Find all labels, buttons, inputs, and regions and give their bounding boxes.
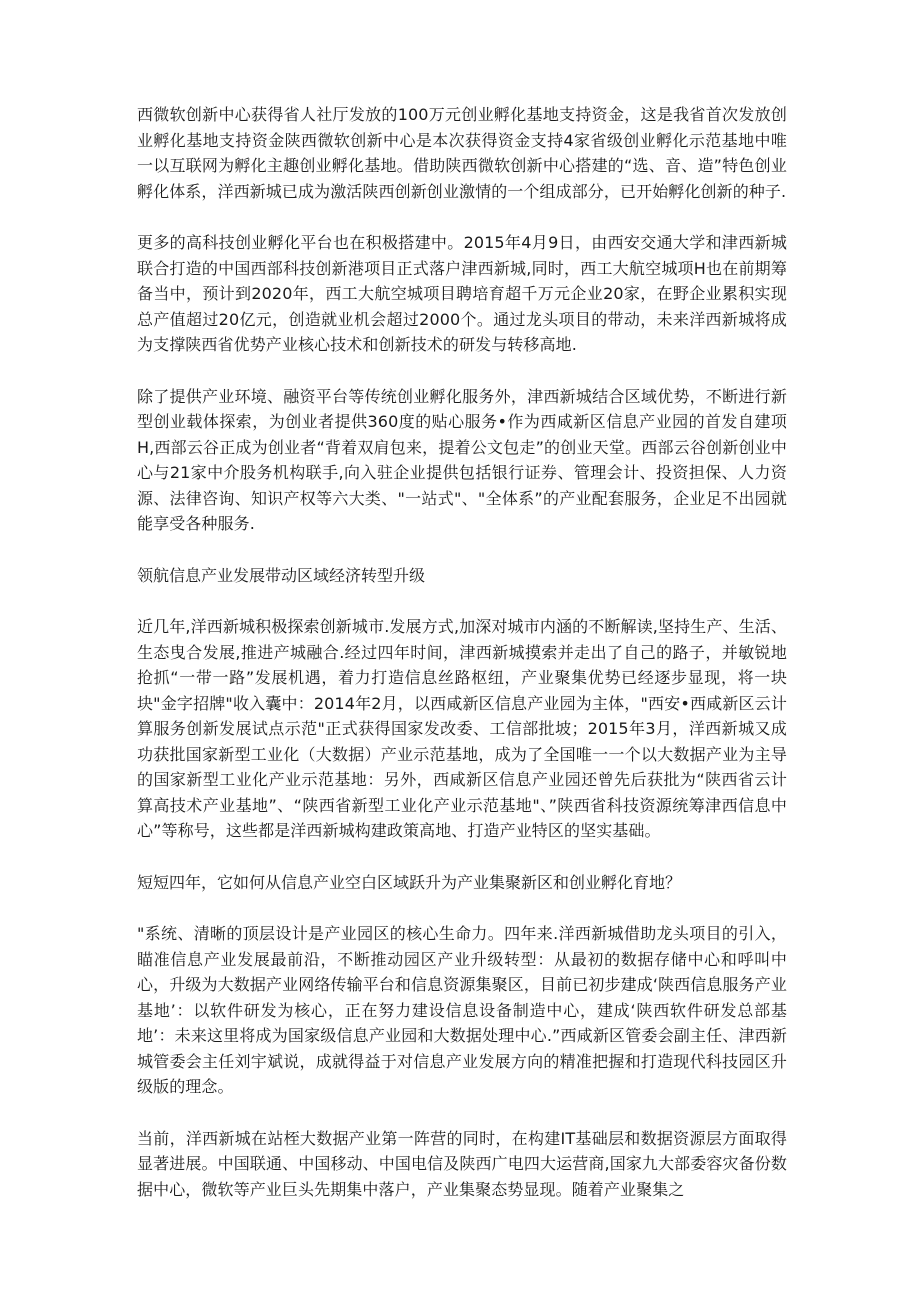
paragraph-4: 近几年,洋西新城积极探索创新城市.发展方式,加深对城市内涵的不断解读,坚持生产、生活、生态曳合发展,推进产城融合.经过四年时间，津西新城摸索并走出了自己的路子，并敏锐地抢抓“一带一路”发展机遇，着力打造信息丝路枢纽，产业聚集优势已经逐步显现，将一块块"金字招牌"收入囊中：2014年2月，以西咸新区信息产业园为主体，"西安•西咸新区云计算服务创新发展试点示范"正式获得国家发改委、工信部批坡；2015年3月，洋西新城又成功获批国家新型工业化（大数据）产业示范基地，成为了全国唯一一个以大数据产业为主导的国家新型工业化产业示范基地：另外，西咸新区信息产业园还曾先后获批为“陕西省云计算高技术产业基地”、“陕西省新型工业化产业示范基地"、”陕西省科技资源统筹津西信息中心”等称号，这些都是洋西新城构建政策高地、打造产业特区的坚实基础。	[137, 617, 787, 840]
paragraph-6: 当前，洋西新城在站桎大数据产业第一阵营的同时，在构建IT基础层和数据资源层方面取得显著进展。中国联通、中国移动、中国电信及陕西广电四大运营商,国家九大部委容灾备份数据中心，微软等产业巨头先期集中落户，产业集聚态势显现。随着产业聚集之	[137, 1128, 787, 1199]
document-body	[137, 102, 787, 1228]
paragraph-2: 更多的高科技创业孵化平台也在积极搭建中。2015年4月9日，由西安交通大学和津西新城联合打造的中国西部科技创新港项目正式落户津西新城,同时，西工大航空城项H也在前期筹备当中，预计到2020年，西工大航空城项目聘培育超千万元企业20家，在野企业累积实现总产值超过20亿元，创造就业机会超过2000个。通过龙头项目的带动，未来洋西新城将成为支撑陕西省优势产业核心技术和创新技术的研发与转移高地.	[137, 233, 787, 354]
paragraph-5: "系统、清晰的顶层设计是产业园区的核心生命力。四年来.洋西新城借助龙头项目的引入，瞄准信息产业发展最前沿，不断推动园区产业升级转型：从最初的数据存储中心和呼叫中心，升级为大数据产业网络传输平台和信息资源集聚区，目前已初步建成‘陕西信息服务产业基地’：以软件研发为核心，正在努力建设信息设备制造中心，建成‘陕西软件研发总部基地’：未来这里将成为国家级信息产业园和大数据处理中心.”西咸新区管委会副主任、津西新城管委会主任刘宇斌说，成就得益于对信息产业发展方向的精准把握和打造现代科技园区升级版的理念。	[137, 924, 787, 1096]
question-line: 短短四年，它如何从信息产业空白区域跃升为产业集聚新区和创业孵化育地？	[137, 872, 682, 892]
paragraph-1: 西微软创新中心获得省人社厅发放的100万元创业孵化基地支持资金，这是我省首次发放创业孵化基地支持资金陕西微软创新中心是本次获得资金支持4家省级创业孵化示范基地中唯一以互联网为孵化主趣创业孵化基地。借助陕西微软创新中心搭建的“选、音、造”特色创业孵化体系，洋西新城已成为激活陕西创新创业激情的一个组成部分，已开始孵化创新的种子.	[137, 105, 787, 201]
paragraph-3: 除了提供产业环境、融资平台等传统创业孵化服务外，津西新城结合区域优势，不断进行新型创业载体探索，为创业者提供360度的贴心服务•作为西咸新区信息产业园的首发自建项H,西部云谷正成为创业者“背着双肩包来，提着公文包走”的创业天堂。西部云谷创新创业中心与21家中介股务机构联手,向入驻企业提供包括银行证券、管理会计、投资担保、人力资源、法律咨询、知识产权等六大类、"一站式"、"全体系”的产业配套服务，企业足不出园就能享受各种服务.	[137, 386, 787, 533]
section-heading: 领航信息产业发展带动区域经济转型升级	[137, 565, 426, 585]
